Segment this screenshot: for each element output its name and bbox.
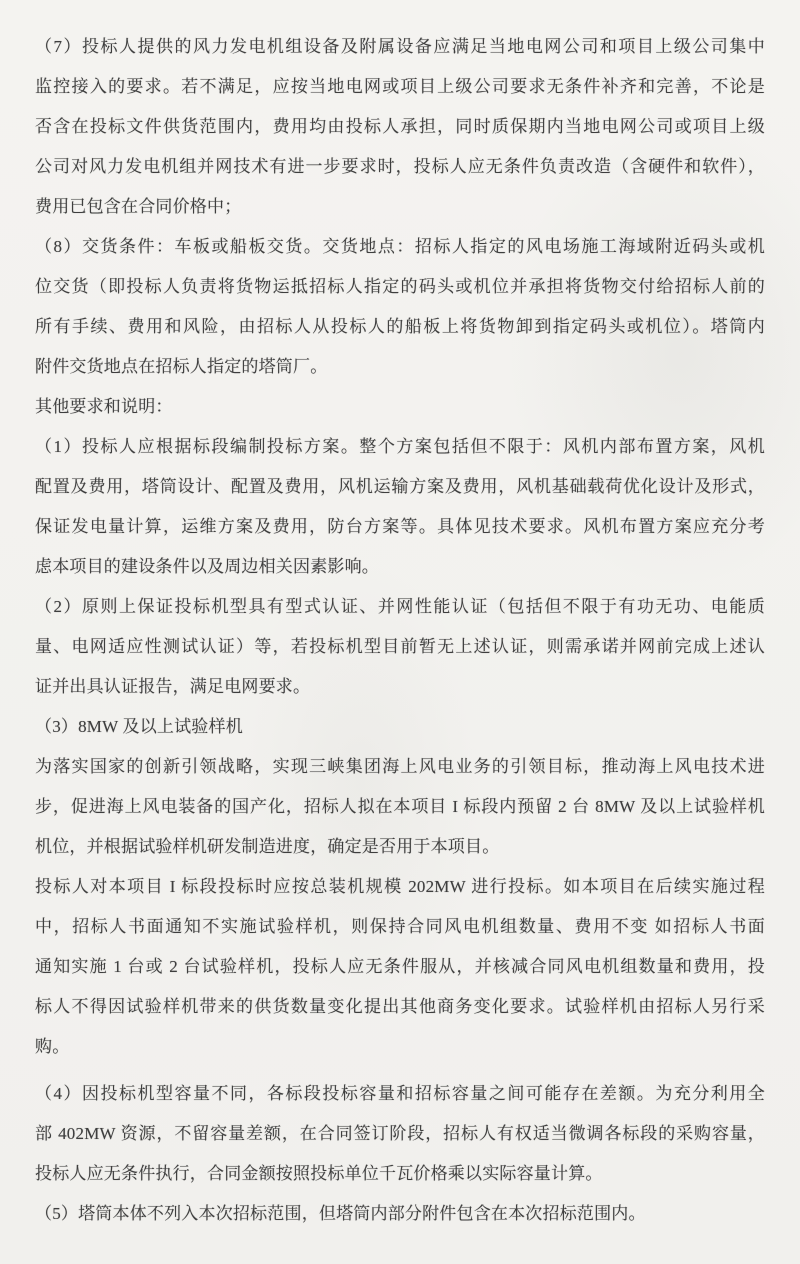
text-line: 为落实国家的创新引领战略，实现三峡集团海上风电业务的引领目标，推动海上风电技术进 bbox=[35, 757, 765, 776]
text-line: 公司对风力发电机组并网技术有进一步要求时，投标人应无条件负责改造（含硬件和软件）， bbox=[35, 157, 765, 176]
text-line: 监控接入的要求。若不满足，应按当地电网或项目上级公司要求无条件补齐和完善，不论是 bbox=[35, 77, 765, 96]
text-line: 机位，并根据试验样机研发制造进度，确定是否用于本项目。 bbox=[35, 837, 500, 856]
text-line: 步，促进海上风电装备的国产化，招标人拟在本项目 I 标段内预留 2 台 8MW 及以上试验样机 bbox=[35, 797, 765, 816]
paragraph bbox=[35, 707, 765, 747]
text-line: （5）塔筒本体不列入本次招标范围，但塔筒内部分附件包含在本次招标范围内。 bbox=[35, 1204, 646, 1223]
text-line: （3）8MW 及以上试验样机 bbox=[35, 717, 243, 736]
text-line: 标人不得因试验样机带来的供货数量变化提出其他商务变化要求。试验样机由招标人另行采 bbox=[35, 997, 765, 1016]
text-line: 证并出具认证报告，满足电网要求。 bbox=[35, 677, 311, 696]
text-line: 其他要求和说明： bbox=[35, 397, 173, 416]
text-line: 费用已包含在合同价格中； bbox=[35, 197, 242, 216]
paragraph bbox=[35, 387, 765, 427]
text-line: 配置及费用，塔筒设计、配置及费用，风机运输方案及费用，风机基础载荷优化设计及形式， bbox=[35, 477, 765, 496]
text-line: 投标人对本项目 I 标段投标时应按总装机规模 202MW 进行投标。如本项目在后续实施过程 bbox=[35, 877, 765, 896]
text-line: 购。 bbox=[35, 1037, 70, 1056]
text-line: （7）投标人提供的风力发电机组设备及附属设备应满足当地电网公司和项目上级公司集中 bbox=[35, 37, 765, 56]
text-line: 附件交货地点在招标人指定的塔筒厂。 bbox=[35, 357, 328, 376]
paragraph bbox=[35, 867, 765, 1067]
text-line: 部 402MW 资源，不留容量差额，在合同签订阶段，招标人有权适当微调各标段的采购容量， bbox=[35, 1124, 765, 1143]
document-body bbox=[35, 27, 765, 1234]
text-line: 虑本项目的建设条件以及周边相关因素影响。 bbox=[35, 557, 379, 576]
paragraph bbox=[35, 747, 765, 867]
text-line: 位交货（即投标人负责将货物运抵招标人指定的码头或机位并承担将货物交付给招标人前的 bbox=[35, 277, 765, 296]
paragraph bbox=[35, 1074, 765, 1194]
text-line: 中，招标人书面通知不实施试验样机，则保持合同风电机组数量、费用不变 如招标人书面 bbox=[35, 917, 765, 936]
text-line: 保证发电量计算，运维方案及费用，防台方案等。具体见技术要求。风机布置方案应充分考 bbox=[35, 517, 765, 536]
text-line: 投标人应无条件执行，合同金额按照投标单位千瓦价格乘以实际容量计算。 bbox=[35, 1164, 603, 1183]
paragraph bbox=[35, 427, 765, 587]
text-line: 量、电网适应性测试认证）等，若投标机型目前暂无上述认证，则需承诺并网前完成上述认 bbox=[35, 637, 765, 656]
paragraph bbox=[35, 1194, 765, 1234]
text-line: （4）因投标机型容量不同，各标段投标容量和招标容量之间可能存在差额。为充分利用全 bbox=[35, 1084, 765, 1103]
text-line: （1）投标人应根据标段编制投标方案。整个方案包括但不限于：风机内部布置方案，风机 bbox=[35, 437, 765, 456]
paragraph bbox=[35, 27, 765, 227]
text-line: 否含在投标文件供货范围内，费用均由投标人承担，同时质保期内当地电网公司或项目上级 bbox=[35, 117, 765, 136]
paragraph bbox=[35, 227, 765, 387]
text-line: 所有手续、费用和风险，由招标人从投标人的船板上将货物卸到指定码头或机位）。塔筒内 bbox=[35, 317, 765, 336]
text-line: （8）交货条件：车板或船板交货。交货地点：招标人指定的风电场施工海域附近码头或机 bbox=[35, 237, 765, 256]
text-line: 通知实施 1 台或 2 台试验样机，投标人应无条件服从，并核减合同风电机组数量和费用，投 bbox=[35, 957, 765, 976]
paragraph bbox=[35, 587, 765, 707]
text-line: （2）原则上保证投标机型具有型式认证、并网性能认证（包括但不限于有功无功、电能质 bbox=[35, 597, 765, 616]
